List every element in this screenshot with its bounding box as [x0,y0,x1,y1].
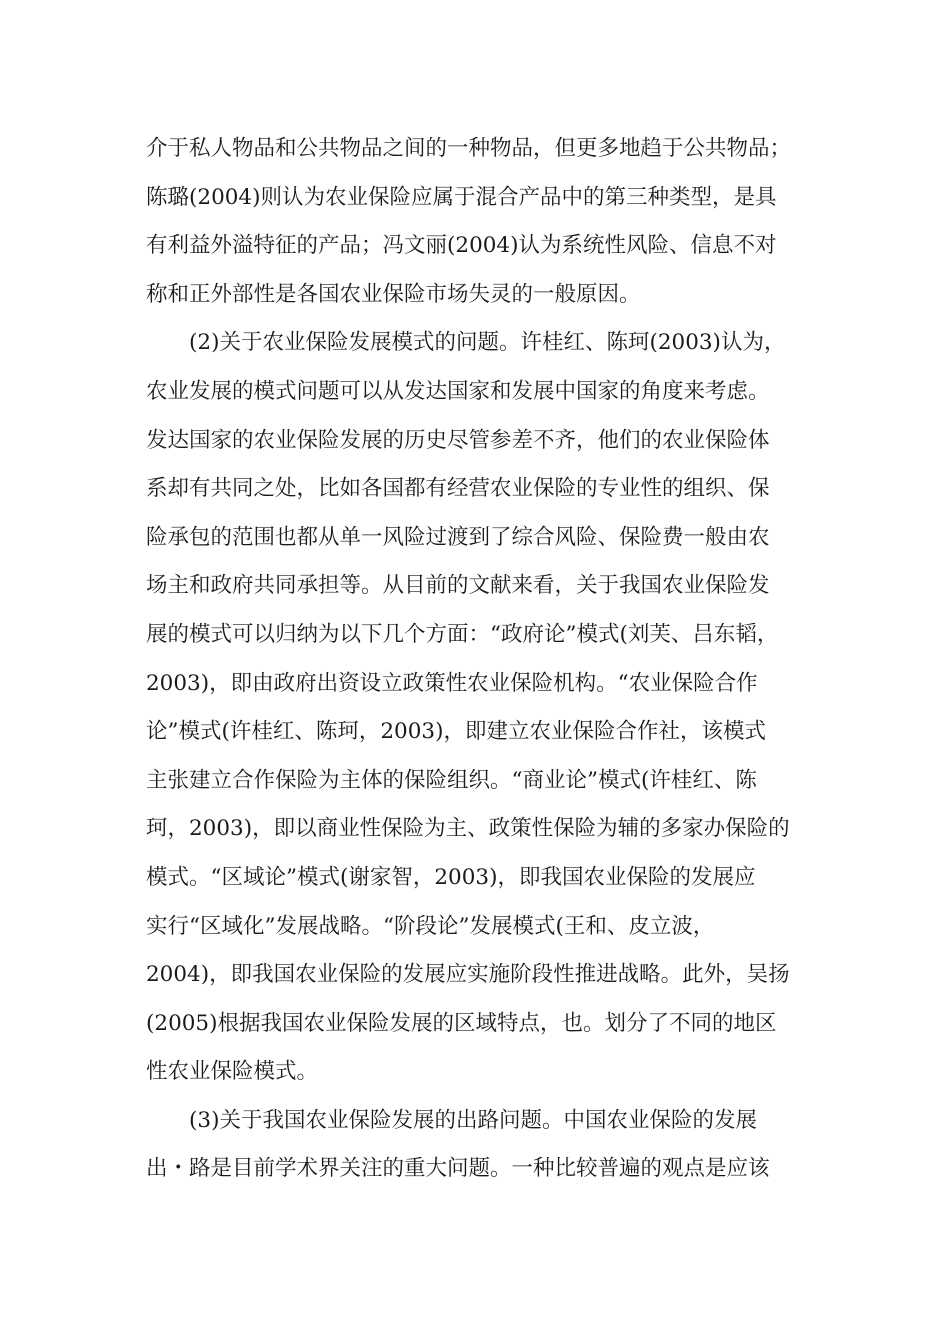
text-line: 险承包的范围也都从单一风险过渡到了综合风险、保险费一般由农 [146,524,770,550]
body-text [146,125,826,1194]
text-line: 性农业保险模式。 [146,1059,319,1085]
text-line: 2004)，即我国农业保险的发展应实施阶段性推进战略。此外，吴扬 [146,962,790,988]
text-line: 模式。“区域论”模式(谢家智，2003)，即我国农业保险的发展应 [146,864,756,890]
text-line: (2005)根据我国农业保险发展的区域特点，也。划分了不同的地区 [146,1010,777,1036]
text-line: 发达国家的农业保险发展的历史尽管参差不齐，他们的农业保险体 [146,427,770,453]
text-line: 陈璐(2004)则认为农业保险应属于混合产品中的第三种类型，是具 [146,184,777,210]
text-line: 2003)，即由政府出资设立政策性农业保险机构。“农业保险合作 [146,670,758,696]
text-line: 论”模式(许桂红、陈珂，2003)，即建立农业保险合作社，该模式 [146,719,766,745]
text-line: 称和正外部性是各国农业保险市场失灵的一般原因。 [146,281,641,307]
paragraph-start-line: (3)关于我国农业保险发展的出路问题。中国农业保险的发展 [189,1107,757,1133]
text-line: 出・路是目前学术界关注的重大问题。一种比较普遍的观点是应该 [146,1156,770,1182]
text-line: 主张建立合作保险为主体的保险组织。“商业论”模式(许桂红、陈 [146,767,757,793]
text-line: 展的模式可以归纳为以下几个方面：“政府论”模式(刘芙、吕东韬， [146,621,779,647]
text-line: 实行“区域化”发展战略。“阶段论”发展模式(王和、皮立波， [146,913,715,939]
paragraph-start-line: (2)关于农业保险发展模式的问题。许桂红、陈珂(2003)认为， [189,330,786,356]
text-line: 农业发展的模式问题可以从发达国家和发展中国家的角度来考虑。 [146,378,770,404]
text-line: 系却有共同之处，比如各国都有经营农业保险的专业性的组织、保 [146,476,770,502]
text-line: 有利益外溢特征的产品；冯文丽(2004)认为系统性风险、信息不对 [146,233,777,259]
text-line: 场主和政府共同承担等。从目前的文献来看，关于我国农业保险发 [146,573,770,599]
text-line: 珂，2003)，即以商业性保险为主、政策性保险为辅的多家办保险的 [146,816,790,842]
text-line: 介于私人物品和公共物品之间的一种物品，但更多地趋于公共物品； [146,136,792,161]
